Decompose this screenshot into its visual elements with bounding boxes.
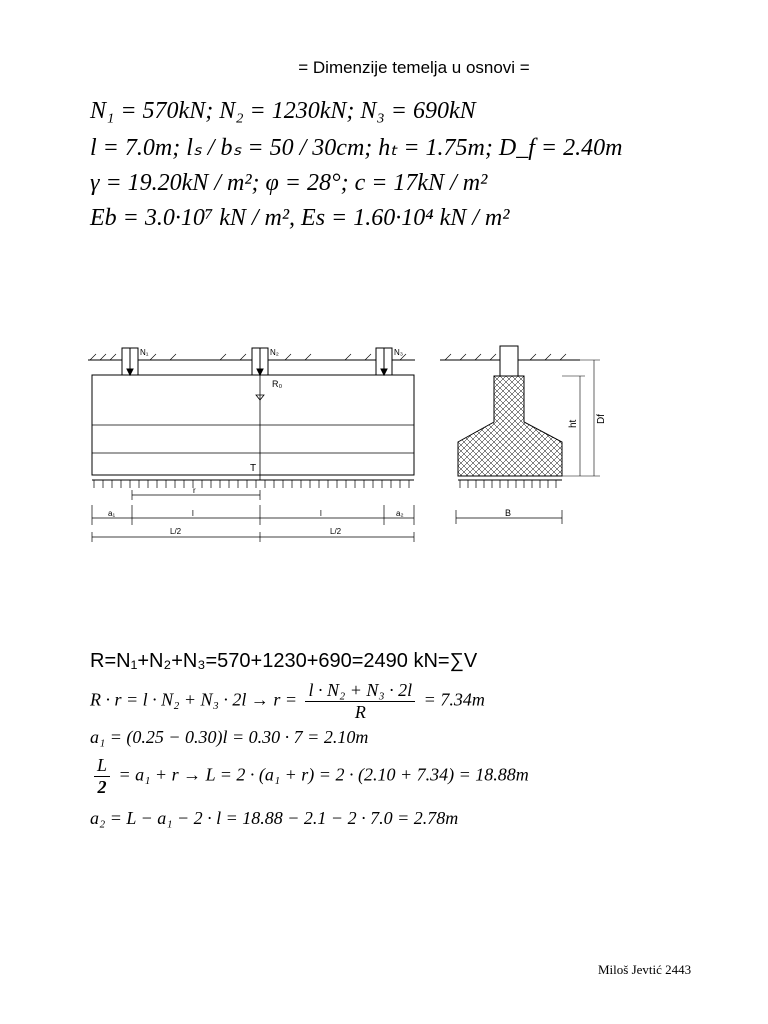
given-moduli: Eb = 3.0·10⁷ kN / m², Es = 1.60·10⁴ kN / m² [90, 205, 510, 231]
label-span2: l [320, 509, 322, 518]
sum-line: R=N₁+N₂+N₃=570+1230+690=2490 kN=∑V [90, 650, 478, 672]
label-r0: R₀ [272, 379, 283, 389]
label-span1: l [192, 509, 194, 518]
given-loads: N₁ = 570kN; N₂ = 1230kN; N₃ = 690kN [90, 98, 476, 124]
label-r: r [193, 486, 196, 495]
label-b: B [505, 508, 512, 518]
page-title: = Dimenzije temelja u osnovi = [298, 58, 530, 77]
given-geometry: l = 7.0m; lₛ / bₛ = 50 / 30cm; hₜ = 1.75m; D_f = 2.40m [90, 135, 623, 161]
given-soil: γ = 19.20kN / m²; φ = 28°; c = 17kN / m² [90, 170, 488, 196]
label-half1: L/2 [170, 527, 182, 536]
label-a2: a₂ [396, 509, 404, 518]
label-half2: L/2 [330, 527, 342, 536]
label-t: T [250, 463, 257, 474]
label-n3: N₃ [394, 348, 404, 357]
label-n1: N₁ [140, 348, 149, 357]
moment-equation: R · r = l · N₂ + N₃ · 2l → r = $\frac{\text{l · N₂ + N₃ · 2l}}{R}$ = 7.34m [90, 680, 485, 722]
label-df: Df [596, 414, 607, 424]
a2-equation: a₂ = L − a₁ − 2 · l = 18.88 − 2.1 − 2 · 7.0 = 2.78m [90, 808, 459, 828]
label-a1: a₁ [108, 509, 116, 518]
a1-equation: a₁ = (0.25 − 0.30)l = 0.30 · 7 = 2.10m [90, 727, 369, 747]
foundation-diagram [80, 340, 607, 550]
label-ht: ht [568, 419, 579, 428]
label-n2: N₂ [270, 348, 279, 357]
footer-author: Miloš Jevtić 2443 [598, 962, 692, 977]
length-equation: $\frac{L}{2}$ = a₁ + r → L = 2 · (a₁ + r) = 2 · (2.10 + 7.34) = 18.88m [90, 755, 529, 798]
